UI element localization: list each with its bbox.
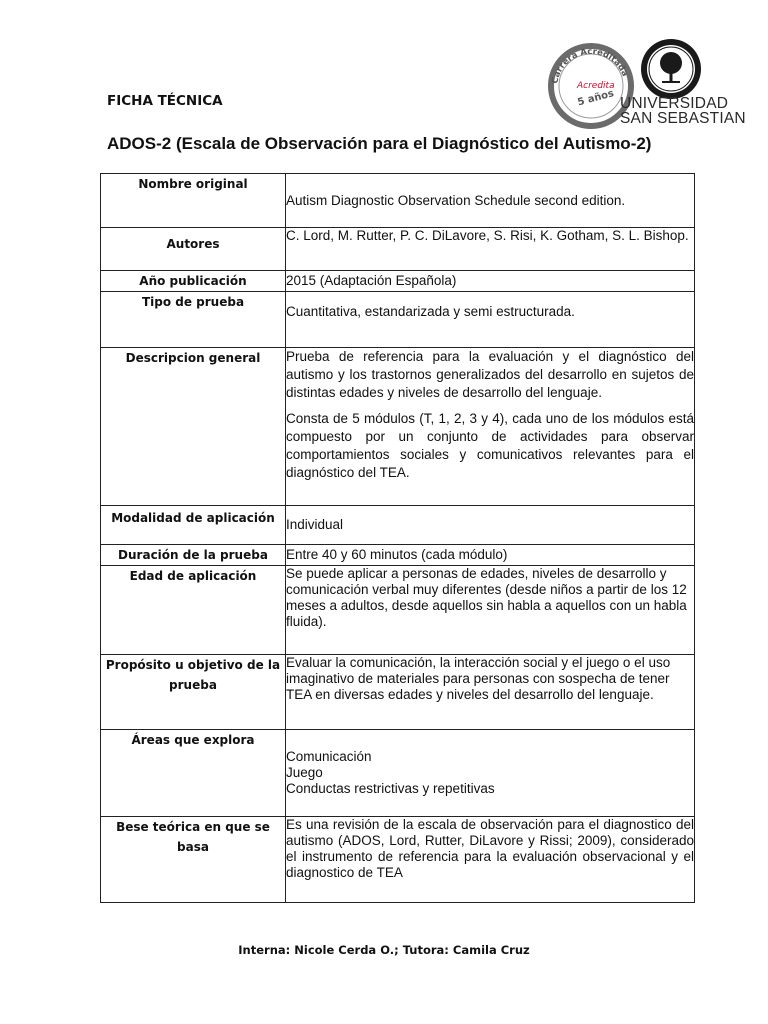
- table-row: [101, 174, 695, 228]
- value-text: 2015 (Adaptación Española): [286, 273, 457, 288]
- table-row: [101, 348, 695, 506]
- row-label: Modalidad de aplicación: [101, 506, 286, 545]
- value-text: Se puede aplicar a personas de edades, niveles de desarrollo y comunicación verbal muy diferentes (desde niños a partir de los 12 meses a adultos, desde aquellos sin habla a aquellos con un habla fluida).: [286, 566, 687, 629]
- value-text: C. Lord, M. Rutter, P. C. DiLavore, S. Risi, K. Gotham, S. L. Bishop.: [286, 228, 689, 243]
- row-label: Duración de la prueba: [101, 545, 286, 566]
- table-row: [101, 817, 695, 903]
- row-value: [286, 271, 695, 292]
- row-label: Año publicación: [101, 271, 286, 292]
- table-row: [101, 545, 695, 566]
- technical-sheet-table: [100, 173, 695, 903]
- value-text: Conductas restrictivas y repetitivas: [286, 781, 495, 796]
- row-label: Tipo de prueba: [101, 292, 286, 348]
- accreditation-arc-text: Carrera Acreditada: [550, 46, 630, 85]
- row-value: [286, 292, 695, 348]
- row-value: [286, 228, 695, 271]
- row-value: [286, 655, 695, 730]
- value-text: Es una revisión de la escala de observación para el diagnostico del autismo (ADOS, Lord, Rutter, DiLavore y Rissi; 2009), considerado el instrumento de referencia para la evaluación observacional y el diagnostico de TEA: [286, 817, 694, 880]
- table-row: [101, 271, 695, 292]
- value-text: Consta de 5 módulos (T, 1, 2, 3 y 4), cada uno de los módulos está compuesto por un conjunto de actividades para observar comportamientos sociales y comunicativos relevantes para el diagnóstico del TEA.: [286, 411, 694, 480]
- value-text: Individual: [286, 517, 344, 532]
- row-label: Áreas que explora: [101, 730, 286, 817]
- value-text: Prueba de referencia para la evaluación y el diagnóstico del autismo y los trastornos generalizados del desarrollo en sujetos de distintas edades y niveles de desarrollo del lenguaje.: [286, 349, 694, 400]
- row-value: [286, 174, 695, 228]
- table-row: [101, 730, 695, 817]
- value-text: Autism Diagnostic Observation Schedule second edition.: [286, 192, 626, 208]
- accreditation-years: 5 años: [576, 88, 616, 109]
- table-row: [101, 292, 695, 348]
- table-row: [101, 506, 695, 545]
- university-name-line1: UNIVERSIDAD: [620, 95, 729, 112]
- table-row: [101, 228, 695, 271]
- row-value: [286, 817, 695, 903]
- row-value: [286, 506, 695, 545]
- university-seal-logo: [640, 38, 702, 100]
- row-value: [286, 348, 695, 506]
- row-label: Bese teórica en que se basa: [101, 817, 286, 903]
- row-label: Descripcion general: [101, 348, 286, 506]
- row-value: [286, 545, 695, 566]
- value-text: Cuantitativa, estandarizada y semi estructurada.: [286, 304, 575, 319]
- ficha-tecnica-heading: FICHA TÉCNICA: [107, 93, 223, 109]
- row-label: Propósito u objetivo de la prueba: [101, 655, 286, 730]
- row-label: Nombre original: [101, 174, 286, 228]
- university-name: [620, 96, 746, 126]
- row-label: Autores: [101, 228, 286, 271]
- document-title: ADOS-2 (Escala de Observación para el Diagnóstico del Autismo-2): [107, 134, 652, 153]
- document-footer: Interna: Nicole Cerda O.; Tutora: Camila Cruz: [238, 943, 530, 957]
- university-name-line2: SAN SEBASTIAN: [620, 110, 746, 127]
- value-text: Comunicación: [286, 749, 372, 764]
- accreditation-brand: Acredita: [577, 81, 615, 91]
- value-text: Evaluar la comunicación, la interacción social y el juego o el uso imaginativo de materiales para personas con sospecha de tener TEA en diversas edades y niveles del desarrollo del lenguaje.: [286, 655, 671, 702]
- value-text: Entre 40 y 60 minutos (cada módulo): [286, 547, 508, 562]
- table-row: [101, 566, 695, 655]
- table-row: [101, 655, 695, 730]
- row-label: Edad de aplicación: [101, 566, 286, 655]
- row-value: [286, 566, 695, 655]
- value-text: Juego: [286, 765, 323, 780]
- row-value: [286, 730, 695, 817]
